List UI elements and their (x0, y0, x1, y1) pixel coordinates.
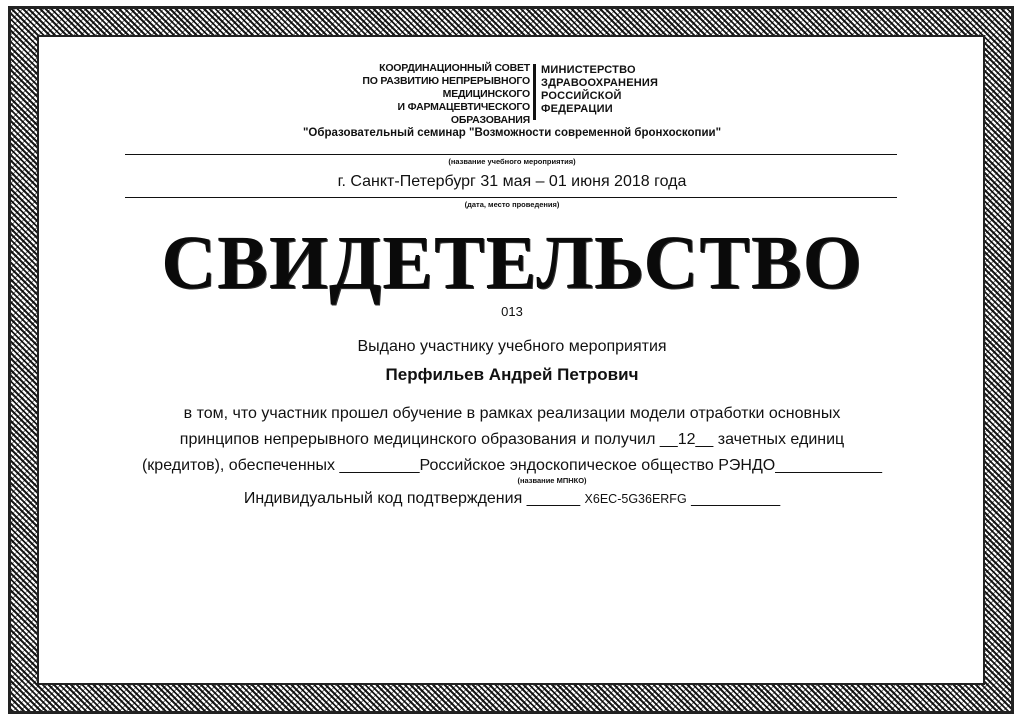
council-line: МЕДИЦИНСКОГО (442, 88, 530, 100)
ministry-name (541, 64, 658, 116)
event-name-caption: (название учебного мероприятия) (448, 157, 576, 166)
code-blank-after: __________ (691, 490, 781, 507)
certificate-number: 013 (501, 304, 523, 319)
confirmation-code-line (0, 490, 1024, 508)
council-line: ОБРАЗОВАНИЯ (450, 114, 530, 126)
event-name: "Образовательный семинар "Возможности современной бронхоскопии" (302, 127, 722, 139)
issuer-header (0, 62, 1024, 126)
ministry-line: РОССИЙСКОЙ (541, 90, 622, 102)
body-line-3 (0, 457, 1024, 475)
ministry-line: МИНИСТЕРСТВО (541, 64, 636, 76)
event-name-underline (125, 154, 897, 155)
provider-caption: (название МПНКО) (517, 476, 587, 485)
body-line-2-suffix: зачетных единиц (717, 431, 845, 448)
body-line-2-prefix: принципов непрерывного медицинского образования и получил (179, 431, 656, 448)
code-blank-before: ______ (526, 490, 581, 507)
issued-to-label: Выдано участнику учебного мероприятия (357, 338, 667, 355)
council-line: И ФАРМАЦЕВТИЧЕСКОГО (397, 101, 530, 113)
confirmation-code: X6EC-5G36ERFG (584, 492, 687, 506)
council-name (362, 62, 530, 127)
body-line-2 (0, 431, 1024, 449)
code-label: Индивидуальный код подтверждения (243, 490, 523, 507)
credits-blank-before: __ (659, 431, 678, 448)
ministry-line: ФЕДЕРАЦИИ (541, 103, 613, 115)
council-line: ПО РАЗВИТИЮ НЕПРЕРЫВНОГО (362, 75, 530, 87)
place-date-underline (125, 197, 897, 198)
event-place-date: г. Санкт-Петербург 31 мая – 01 июня 2018 года (337, 173, 687, 190)
header-divider (533, 64, 536, 120)
provider-blank-after: ____________ (775, 457, 883, 474)
body-line-1: в том, что участник прошел обучение в рамках реализации модели отработки основных (183, 405, 841, 422)
credits-blank-after: __ (695, 431, 714, 448)
certificate-title: СВИДЕТЕЛЬСТВО (161, 221, 863, 305)
participant-name: Перфильев Андрей Петрович (385, 365, 639, 384)
provider-blank-before: _________ (339, 457, 420, 474)
provider-name: Российское эндоскопическое общество РЭНДО (419, 457, 776, 474)
ministry-line: ЗДРАВООХРАНЕНИЯ (541, 77, 659, 89)
body-line-3-prefix: (кредитов), обеспеченных (141, 457, 335, 474)
council-line: КООРДИНАЦИОННЫЙ СОВЕТ (379, 62, 530, 74)
credits-value: 12 (677, 431, 696, 448)
place-date-caption: (дата, место проведения) (464, 200, 560, 209)
